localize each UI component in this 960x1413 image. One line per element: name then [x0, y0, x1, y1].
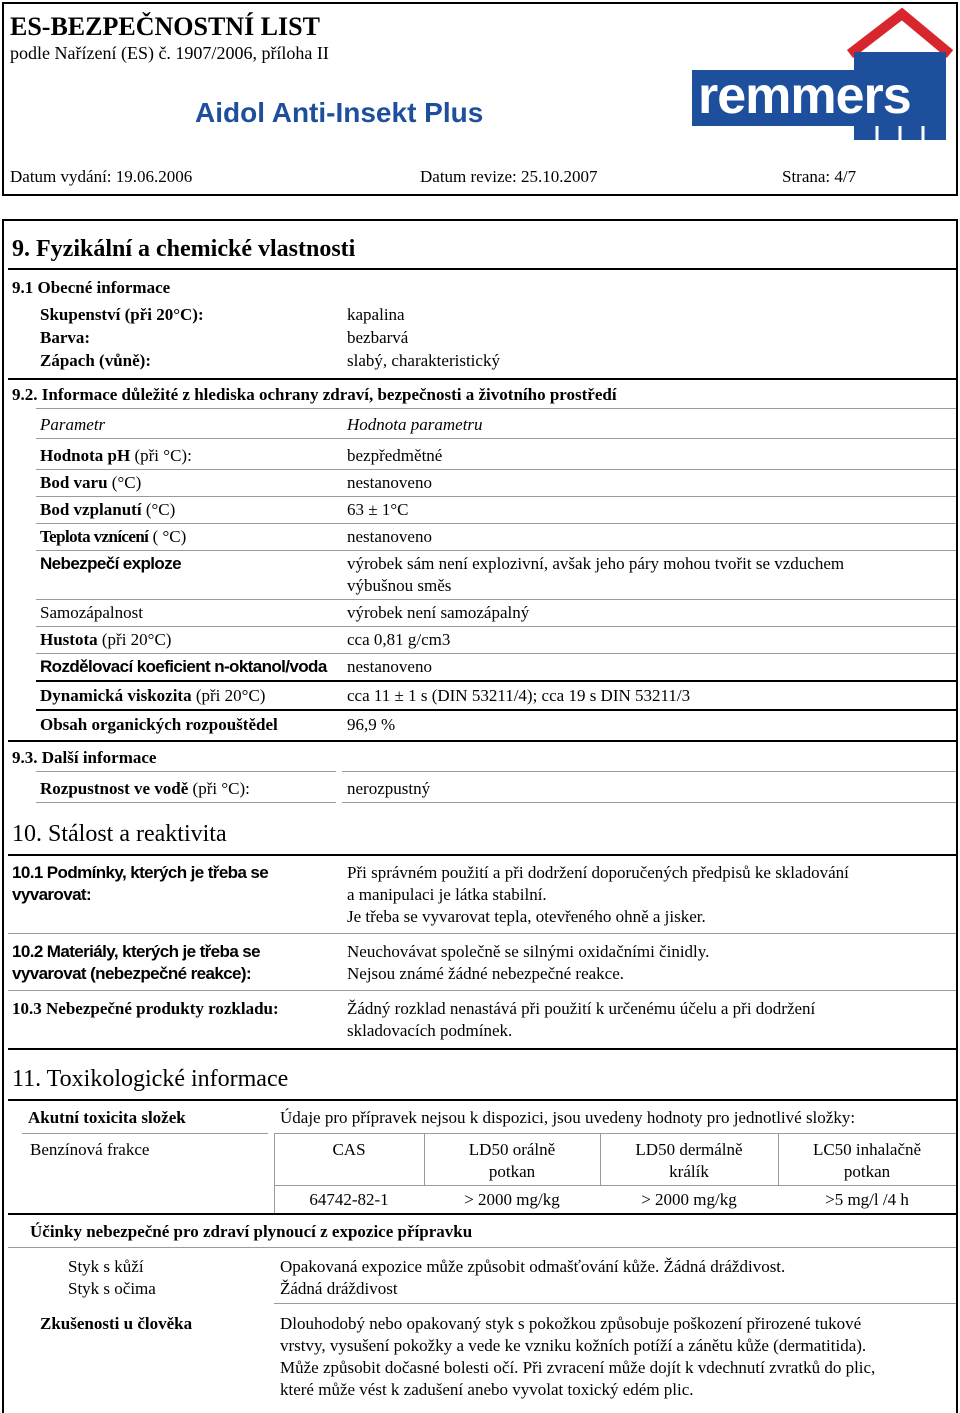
divider	[8, 1048, 956, 1050]
general-label-color: Barva:	[40, 328, 91, 347]
column-header-parameter: Parametr	[40, 415, 106, 434]
component-name: Benzínová frakce	[30, 1140, 150, 1159]
param-vi-bold: Dynamická viskozita	[40, 686, 192, 705]
acute-toxicity-note: Údaje pro přípravek nejsou k dispozici, jsou uvedeny hodnoty pro jednotlivé složky:	[280, 1108, 856, 1127]
value-explosion-hazard: výrobek sám není explozivní, avšak jeho páry mohou tvořit se vzduchem výbušnou směs	[347, 554, 845, 595]
general-label-odor: Zápach (vůně):	[40, 351, 151, 370]
remmers-logo	[692, 6, 954, 146]
regulation-reference: podle Nařízení (ES) č. 1907/2006, příloha II	[10, 43, 329, 63]
value-boiling-point: nestanoveno	[347, 473, 432, 492]
value-water-solubility: nerozpustný	[347, 779, 431, 798]
param-bp-bold: Bod varu	[40, 473, 108, 492]
divider	[274, 1133, 956, 1134]
divider	[22, 1133, 268, 1134]
general-value-color: bezbarvá	[347, 328, 409, 347]
subsection-9-2: 9.2. Informace důležité z hlediska ochrany zdraví, bezpečnosti a životního prostředí	[12, 385, 617, 404]
param-partition-coef: Rozdělovací koeficient n-oktanol/voda	[40, 657, 327, 676]
divider	[36, 469, 956, 470]
param-fp-bold: Bod vzplanutí	[40, 500, 142, 519]
param-ws-rest: (při °C):	[188, 779, 250, 798]
subsection-9-1: 9.1 Obecné informace	[12, 278, 171, 297]
param-self-ignition: Samozápalnost	[40, 603, 143, 622]
param-vi-rest: (při 20°C)	[191, 686, 266, 705]
divider	[8, 990, 956, 991]
param-ws-bold: Rozpustnost ve vodě	[40, 779, 189, 798]
divider	[36, 771, 336, 772]
param-bp-rest: (°C)	[107, 473, 142, 492]
tox-value-lc50-inhal: >5 mg/l /4 h	[825, 1190, 909, 1209]
tox-header-lc50-inhal: LC50 inhalačně potkan	[812, 1140, 922, 1181]
section11-title: 11. Toxikologické informace	[12, 1066, 289, 1092]
divider	[8, 854, 956, 856]
document-title: ES-BEZPEČNOSTNÍ LIST	[10, 12, 320, 41]
revision-date: Datum revize: 25.10.2007	[420, 167, 598, 186]
divider	[36, 408, 956, 409]
tox-value-ld50-oral: > 2000 mg/kg	[464, 1190, 560, 1209]
column-header-value: Hodnota parametru	[347, 415, 483, 434]
general-value-state: kapalina	[347, 305, 405, 324]
divider	[36, 496, 956, 497]
health-effects-title: Účinky nebezpečné pro zdraví plynoucí z expozice přípravku	[30, 1222, 473, 1241]
divider	[8, 378, 956, 380]
param-fp-rest: (°C)	[141, 500, 176, 519]
subsection-9-3: 9.3. Další informace	[12, 748, 157, 767]
value-ignition-temp: nestanoveno	[347, 527, 432, 546]
param-boiling-point	[40, 472, 141, 494]
divider	[342, 802, 956, 803]
general-value-odor: slabý, charakteristický	[347, 351, 500, 370]
param-de-bold: Hustota	[40, 630, 98, 649]
param-ig-bold: Teplota vznícení	[40, 527, 149, 546]
human-experience-label: Zkušenosti u člověka	[40, 1314, 193, 1333]
contact-text: Opakovaná expozice může způsobit odmašťování kůže. Žádná dráždivost. Žádná dráždivost	[280, 1257, 786, 1298]
param-ignition-temp	[40, 526, 186, 548]
divider	[274, 1185, 956, 1186]
divider	[36, 523, 956, 524]
divider	[36, 626, 956, 627]
tox-value-ld50-dermal: > 2000 mg/kg	[641, 1190, 737, 1209]
param-explosion-hazard: Nebezpečí exploze	[40, 554, 181, 573]
section9-title: 9. Fyzikální a chemické vlastnosti	[12, 236, 356, 262]
page-number: Strana: 4/7	[782, 167, 857, 186]
logo-wordmark: remmers	[698, 67, 911, 125]
divider	[36, 680, 956, 682]
param-ph	[40, 445, 192, 467]
product-name: Aidol Anti-Insekt Plus	[195, 97, 484, 128]
reactivity-conditions-value: Při správném použití a při dodržení doporučených předpisů ke skladování a manipulaci je látka stabilní. Je třeba se vyvarovat tepla, otevřeného ohně a jisker.	[347, 863, 849, 926]
param-ph-rest: (při °C):	[130, 446, 192, 465]
value-viscosity: cca 11 ± 1 s (DIN 53211/4); cca 19 s DIN 53211/3	[347, 686, 691, 705]
tox-header-ld50-oral: LD50 orálně potkan	[468, 1140, 556, 1181]
section10-title: 10. Stálost a reaktivita	[12, 821, 227, 847]
contact-labels: Styk s kůží Styk s očima	[68, 1257, 156, 1298]
divider	[342, 771, 956, 772]
value-solvent-content: 96,9 %	[347, 715, 396, 734]
acute-toxicity-label: Akutní toxicita složek	[28, 1108, 186, 1127]
divider	[8, 1099, 956, 1101]
param-density	[40, 629, 171, 651]
divider	[274, 1303, 956, 1304]
human-experience-text: Dlouhodobý nebo opakovaný styk s pokožkou způsobuje poškození přirozené tukové vrstvy, vysušení pokožky a vede ke vzniku kožních potíží a zánětu kůže (dermatitida). Může způsobit dočasné bolesti očí. Při zvracení může dojít k vdechnutí zvratků do plic, které může vést k zadušení anebo vyvolat toxický edém plic.	[280, 1314, 876, 1399]
tox-value-cas: 64742-82-1	[309, 1190, 389, 1209]
reactivity-materials-label: 10.2 Materiály, kterých je třeba se vyvarovat (nebezpečné reakce):	[12, 942, 261, 983]
divider	[36, 438, 956, 439]
param-de-rest: (při 20°C)	[97, 630, 172, 649]
divider	[8, 933, 956, 934]
reactivity-conditions-label: 10.1 Podmínky, kterých je třeba se vyvarovat:	[12, 863, 269, 904]
param-viscosity	[40, 685, 265, 707]
divider	[8, 740, 956, 742]
value-density: cca 0,81 g/cm3	[347, 630, 451, 649]
divider	[36, 599, 956, 600]
value-flash-point: 63 ± 1°C	[347, 500, 409, 519]
param-solvent-content: Obsah organických rozpouštědel	[40, 715, 278, 734]
value-partition-coef: nestanoveno	[347, 657, 432, 676]
param-flash-point	[40, 499, 175, 521]
divider	[8, 1213, 956, 1215]
param-ph-bold: Hodnota pH	[40, 446, 131, 465]
divider	[36, 653, 956, 654]
issue-date: Datum vydání: 19.06.2006	[10, 167, 193, 186]
divider	[36, 709, 956, 711]
value-self-ignition: výrobek není samozápalný	[347, 603, 530, 622]
reactivity-materials-value: Neuchovávat společně se silnými oxidačními činidly. Nejsou známé žádné nebezpečné reakce.	[347, 942, 710, 983]
divider	[36, 550, 956, 551]
tox-header-ld50-dermal: LD50 dermálně králík	[635, 1140, 743, 1181]
divider	[36, 802, 336, 803]
param-water-solubility	[40, 778, 250, 800]
decomposition-value: Žádný rozklad nenastává při použití k určenému účelu a při dodržení skladovacích podmínek.	[347, 999, 816, 1040]
value-ph: bezpředmětné	[347, 446, 443, 465]
general-label-state: Skupenství (při 20°C):	[40, 305, 204, 324]
divider	[8, 1247, 956, 1248]
param-ig-rest: ( °C)	[148, 527, 187, 546]
tox-header-cas: CAS	[332, 1140, 366, 1159]
decomposition-label: 10.3 Nebezpečné produkty rozkladu:	[12, 999, 279, 1018]
divider	[8, 268, 956, 270]
